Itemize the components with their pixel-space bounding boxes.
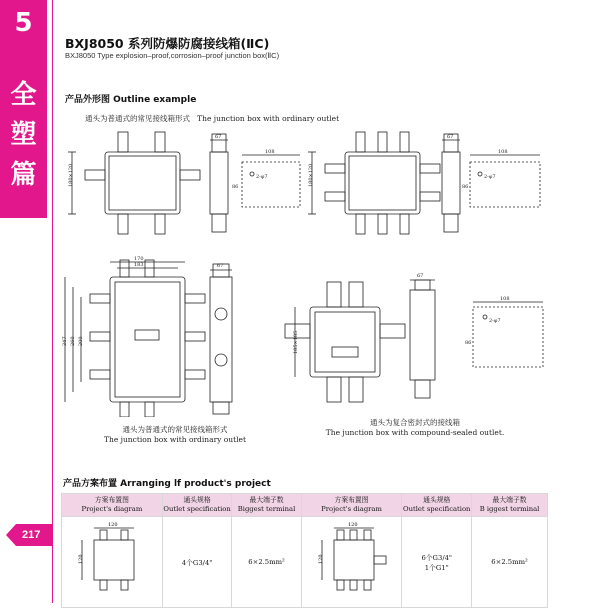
table-header-cell: 最大端子数 B iggest terminal (472, 494, 548, 517)
table-header-cell: 通头规格 Outlet specification (162, 494, 232, 517)
page-number: 217 (22, 529, 41, 541)
table-row (62, 517, 548, 608)
outlet-spec-2a: 6个G3/4" (421, 554, 453, 562)
diagram-7-outlet (304, 518, 400, 604)
dim-108-b: 108 (498, 149, 508, 155)
chapter-char-2: 塑 (10, 120, 37, 150)
caption-left-cn: 通头为普通式的常见接线箱形式 (122, 425, 228, 434)
caption-top-en: The junction box with ordinary outlet (197, 114, 340, 123)
outline-heading: 产品外形图 Outline example (65, 95, 197, 105)
dim-180-120: 180×120 (68, 163, 74, 187)
outlet-spec-2b: 1个G1" (424, 564, 449, 572)
chapter-band (0, 0, 47, 218)
project-diagram-2 (301, 517, 402, 608)
caption-left (95, 424, 255, 444)
table-header-row (62, 494, 548, 517)
table-header-cell: 最大端子数 Biggest terminal (232, 494, 301, 517)
table-header-cell: 方案布置图 Project's diagram (62, 494, 163, 517)
mounting-hole-layout-2 (470, 162, 540, 207)
outlet-bottom-right (155, 214, 165, 234)
dim-67-c: 67 (217, 263, 224, 269)
arrangement-table (61, 493, 548, 608)
dim-200: 200 (78, 336, 84, 346)
diagram-4-outlet (64, 518, 160, 604)
outlet-spec-2 (402, 517, 472, 608)
dim-86-a: 86 (232, 184, 239, 190)
terminal-count-2: 6×2.5mm² (472, 517, 548, 608)
junction-box-tall-front (110, 277, 185, 402)
junction-box-compound-sealed-side (410, 290, 435, 380)
terminal-count-1: 6×2.5mm² (232, 517, 301, 608)
dim-260: 260 (70, 336, 76, 346)
outline-bottom-drawings (55, 252, 555, 417)
dim-2phi7-c: 2-φ7 (489, 318, 501, 324)
junction-box-side-1 (210, 152, 228, 214)
dim-2phi7-b: 2-φ7 (484, 174, 496, 180)
mounting-hole-layout-1 (242, 162, 300, 207)
dim-67-d: 67 (417, 273, 424, 279)
dim-67-b: 67 (447, 134, 454, 140)
junction-box-side-2 (442, 152, 460, 214)
outlet-left (85, 170, 105, 180)
outlet-top-right (155, 132, 165, 152)
dim-347: 347 (62, 336, 68, 346)
table-header-cell: 方案布置图 Project's diagram (301, 494, 402, 517)
caption-right-en: The junction box with compound-sealed outlet. (325, 428, 505, 437)
table-header-cell: 通头规格 Outlet specification (402, 494, 472, 517)
outlet-bottom-left (118, 214, 128, 234)
arrangement-heading: 产品方案布置 Arranging lf product's project (63, 479, 271, 489)
diagram-dim-top: 120 (107, 522, 118, 528)
diagram-dim-side: 120 (77, 554, 84, 564)
junction-box-compound-sealed-front (310, 307, 380, 377)
outlet-top-left (118, 132, 128, 152)
chapter-sidebar (0, 0, 52, 603)
outlet-spec-1: 4个G3/4" (162, 517, 232, 608)
dim-180-120-b: 180×120 (308, 163, 314, 187)
dim-86-b: 86 (462, 184, 469, 190)
diagram-dim-side: 120 (317, 554, 324, 564)
caption-left-en: The junction box with ordinary outlet (104, 435, 246, 444)
outlet-right (180, 170, 200, 180)
outline-top-drawings (60, 122, 550, 262)
dim-2phi7-a: 2-φ7 (256, 174, 268, 180)
dim-185-185: 185×185 (293, 330, 299, 354)
chapter-char-1: 全 (10, 80, 37, 110)
junction-box-front-1 (105, 152, 180, 214)
caption-right-cn: 通头为复合密封式的接线箱 (370, 418, 460, 427)
page-subtitle: BXJ8050 Type explosion–proof,corrosion–proof junction box(ⅡC) (65, 51, 280, 60)
dim-86-c: 86 (465, 340, 472, 346)
dim-183: 183 (134, 262, 144, 268)
chapter-number: 5 (14, 8, 33, 38)
chapter-char-3: 篇 (10, 160, 37, 190)
junction-box-front-2 (345, 152, 420, 214)
project-diagram-1 (62, 517, 163, 608)
dim-108-c: 108 (500, 296, 510, 302)
diagram-dim-top: 120 (347, 522, 358, 528)
page-title: BXJ8050 系列防爆防腐接线箱(ⅡC) (65, 36, 270, 51)
sidebar-divider (52, 0, 53, 603)
dim-170: 170 (134, 256, 144, 262)
caption-right (315, 417, 515, 437)
caption-top-cn: 通头为普通式的常见接线箱形式 (85, 114, 190, 123)
dim-108-a: 108 (265, 149, 275, 155)
dim-67-a: 67 (215, 134, 222, 140)
junction-box-tall-side (210, 277, 232, 402)
